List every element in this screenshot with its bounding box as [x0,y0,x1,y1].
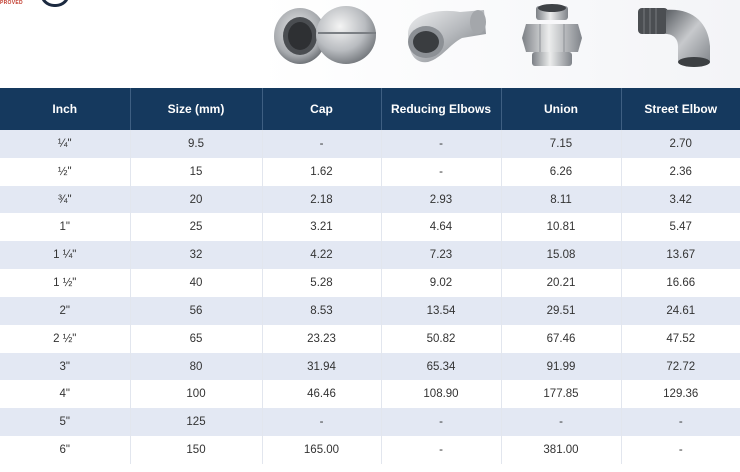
column-size-mm-cell: 40 [130,269,262,297]
column-union-cell: 8.11 [501,186,621,214]
column-reducing-elbows-cell: 4.64 [381,213,501,241]
table-row [0,353,740,381]
table-row [0,325,740,353]
column-cap-cell: 4.22 [262,241,381,269]
column-size-mm-cell: 125 [130,408,262,436]
table-row [0,241,740,269]
column-size-mm-cell: 65 [130,325,262,353]
column-union-cell: 7.15 [501,130,621,158]
table-row [0,213,740,241]
reducing-elbow-image [398,4,490,66]
column-union-cell: 20.21 [501,269,621,297]
column-inch-cell: 1" [0,213,130,241]
column-street-elbow-cell: 2.36 [621,158,740,186]
column-union-cell: 177.85 [501,380,621,408]
column-street-elbow-cell: 72.72 [621,353,740,381]
column-street-elbow-cell: - [621,436,740,464]
column-reducing-elbows-cell: 7.23 [381,241,501,269]
column-reducing-elbows-cell: 13.54 [381,297,501,325]
column-cap-cell: 31.94 [262,353,381,381]
column-cap-cell: - [262,130,381,158]
column-union-cell: 91.99 [501,353,621,381]
column-reducing-elbows-cell: 9.02 [381,269,501,297]
table-row [0,436,740,464]
column-reducing-elbows-cell: 108.90 [381,380,501,408]
table-body [0,130,740,464]
table-header-row [0,88,740,130]
column-cap-cell: 5.28 [262,269,381,297]
column-cap-cell: 165.00 [262,436,381,464]
table-row [0,130,740,158]
column-cap-cell: 3.21 [262,213,381,241]
badge-text: PROVED [0,0,23,6]
column-inch-cell: 3" [0,353,130,381]
column-inch-cell: ¾" [0,186,130,214]
column-street-elbow-cell: - [621,408,740,436]
column-street-elbow-cell: 5.47 [621,213,740,241]
column-union-cell: 15.08 [501,241,621,269]
column-reducing-elbows-cell: 65.34 [381,353,501,381]
column-size-mm-cell: 80 [130,353,262,381]
table-row [0,297,740,325]
column-union-cell: 67.46 [501,325,621,353]
column-cap-cell: 46.46 [262,380,381,408]
column-inch-cell: 4" [0,380,130,408]
table-row [0,158,740,186]
column-street-elbow-cell: 47.52 [621,325,740,353]
column-size-mm-cell: 25 [130,213,262,241]
union-fitting-image [518,2,586,68]
street-elbow-image [632,2,716,68]
column-reducing-elbows-cell: - [381,408,501,436]
column-reducing-elbows-header: Reducing Elbows [381,88,501,130]
column-size-mm-cell: 100 [130,380,262,408]
column-inch-cell: ¼" [0,130,130,158]
column-street-elbow-cell: 2.70 [621,130,740,158]
column-size-mm-cell: 9.5 [130,130,262,158]
column-union-header: Union [501,88,621,130]
column-street-elbow-cell: 16.66 [621,269,740,297]
table-row [0,186,740,214]
column-inch-cell: 2" [0,297,130,325]
column-size-mm-cell: 32 [130,241,262,269]
column-union-cell: - [501,408,621,436]
column-inch-cell: ½" [0,158,130,186]
column-street-elbow-cell: 3.42 [621,186,740,214]
column-union-cell: 381.00 [501,436,621,464]
column-street-elbow-cell: 24.61 [621,297,740,325]
column-size-mm-cell: 150 [130,436,262,464]
column-cap-cell: 23.23 [262,325,381,353]
column-union-cell: 6.26 [501,158,621,186]
column-cap-header: Cap [262,88,381,130]
column-inch-cell: 5" [0,408,130,436]
column-reducing-elbows-cell: - [381,158,501,186]
column-street-elbow-cell: 129.36 [621,380,740,408]
column-size-mm-header: Size (mm) [130,88,262,130]
column-size-mm-cell: 20 [130,186,262,214]
cap-fitting-image [272,4,382,66]
product-banner [0,0,740,88]
column-size-mm-cell: 56 [130,297,262,325]
column-inch-cell: 1 ½" [0,269,130,297]
column-reducing-elbows-cell: - [381,130,501,158]
column-cap-cell: - [262,408,381,436]
column-reducing-elbows-cell: 2.93 [381,186,501,214]
column-union-cell: 10.81 [501,213,621,241]
column-cap-cell: 8.53 [262,297,381,325]
column-cap-cell: 1.62 [262,158,381,186]
column-cap-cell: 2.18 [262,186,381,214]
column-street-elbow-header: Street Elbow [621,88,740,130]
column-street-elbow-cell: 13.67 [621,241,740,269]
column-inch-header: Inch [0,88,130,130]
column-reducing-elbows-cell: - [381,436,501,464]
column-size-mm-cell: 15 [130,158,262,186]
column-inch-cell: 1 ¼" [0,241,130,269]
logo-arc-icon [40,0,70,7]
column-reducing-elbows-cell: 50.82 [381,325,501,353]
column-union-cell: 29.51 [501,297,621,325]
table-row [0,408,740,436]
column-inch-cell: 6" [0,436,130,464]
table-row [0,380,740,408]
table-row [0,269,740,297]
price-table [0,88,740,464]
column-inch-cell: 2 ½" [0,325,130,353]
